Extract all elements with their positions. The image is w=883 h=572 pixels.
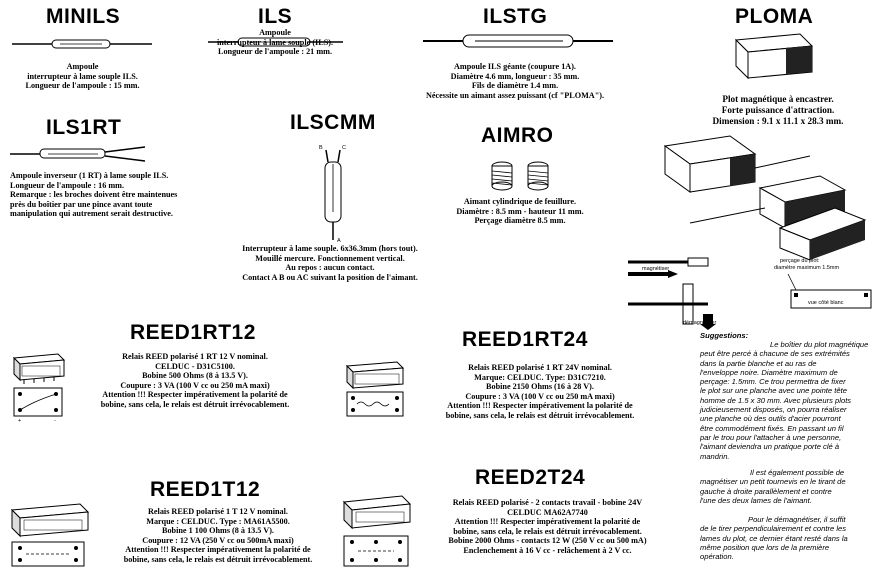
reed1rt12-plus: + — [18, 418, 22, 424]
magnetiser-diagram — [628, 252, 878, 332]
suggestions-p2: Il est également possible de magnétiser un petit tournevis en le tirant de gauche à droite parallèlement et contre l'une des deux lames de l'aimant. — [700, 468, 846, 505]
minils-title: MINILS — [46, 5, 121, 28]
suggestions-p3: Pour le démagnétiser, il suffit de le tirer perpendiculairement et contre les lames du plot, ce dernier étant resté dans la même position que lors de la première opération. — [700, 515, 848, 562]
reed1rt12-relay-drawing — [8, 348, 68, 423]
reed1rt12-minus: - — [54, 418, 56, 424]
ploma-magnet-drawing — [730, 30, 820, 80]
ilstg-reed-drawing — [423, 34, 613, 48]
ploma-assembly-drawing — [660, 128, 875, 260]
label-magnetiser: magnétiser — [642, 266, 670, 272]
label-diametre: diamètre maximum 1.5mm — [774, 265, 840, 271]
ilscmm-pin-c: C — [342, 145, 346, 151]
reed1rt12-description: Relais REED polarisé 1 RT 12 V nominal. CELDUC - D31C5100. Bobine 500 Ohms (8 à 13.5 V). Coupure : 3 VA (100 V cc ou 250 mA maxi) Attention !!! Respecter impérativement la polarité de bobine, sans cela, le relais est détruit irrévocablement. — [100, 352, 290, 409]
reed1rt24-relay-drawing — [343, 358, 408, 418]
reed1t12-relay-drawing — [8, 500, 93, 570]
label-percage: perçage du plot: — [780, 258, 820, 264]
reed1rt24-title: REED1RT24 — [462, 328, 588, 351]
ils1rt-reed-drawing — [10, 144, 145, 164]
ils-title: ILS — [258, 5, 293, 28]
minils-description: Ampoule interrupteur à lame souple ILS. Longueur de l'ampoule : 15 mm. — [25, 62, 140, 91]
ilscmm-description: Interrupteur à lame souple. 6x36.3mm (hors tout). Mouillé mercure. Fonctionnement vertical. Au repos : aucun contact. Contact A B ou AC suivant la position de l'aimant. — [242, 244, 418, 282]
ilscmm-reed-drawing — [314, 142, 354, 242]
reed1rt24-description: Relais REED polarisé 1 RT 24V nominal. Marque: CELDUC. Type: D31C7210. Bobine 2150 Ohms (16 à 28 V). Coupure : 3 VA (100 V cc ou 250 mA maxi) Attention !!! Respecter impérativement la polarité de bobine, sans cela, le relais est détruit irrévocablement. — [445, 363, 635, 420]
aimro-title: AIMRO — [481, 124, 554, 147]
label-vue-cote-blanc: vue côté blanc — [808, 300, 844, 306]
ilscmm-pin-b: B — [319, 145, 323, 151]
reed2t24-title: REED2T24 — [475, 466, 586, 489]
suggestions-heading: Suggestions: — [700, 331, 749, 340]
reed1t12-description: Relais REED polarisé 1 T 12 V nominal. Marque : CELDUC. Type : MA61A5500. Bobine 1 100 Ohms (8 à 13.5 V). Coupure : 12 VA (250 V cc ou 500mA maxi) Attention !!! Respecter impérativement la polarité de bobine, sans cela, le relais est détruit irrévocablement. — [123, 507, 313, 564]
ploma-description: Plot magnétique à encastrer. Forte puissance d'attraction. Dimension : 9.1 x 11.1 x 28.3 mm. — [712, 94, 844, 126]
ils-description: Ampoule interrupteur à lame souple (ILS). Longueur de l'ampoule : 21 mm. — [216, 28, 334, 57]
minils-reed-drawing — [12, 38, 152, 50]
aimro-magnet-drawing — [486, 158, 556, 194]
ils1rt-title: ILS1RT — [46, 116, 122, 139]
ploma-title: PLOMA — [735, 5, 814, 28]
ilscmm-title: ILSCMM — [290, 111, 376, 134]
ilstg-description: Ampoule ILS géante (coupure 1A). Diamètre 4.6 mm, longueur : 35 mm. Fils de diamètre 1.4 mm. Nécessite un aimant assez puissant (cf "PLOMA"). — [425, 62, 605, 100]
ils1rt-description: Ampoule inverseur (1 RT) à lame souple ILS. Longueur de l'ampoule : 16 mm. Remarque : les broches doivent être maintenues près du boîtier par une pince avant toute manipulation qui autrement serait destructive. — [10, 171, 178, 219]
ilscmm-pin-a: A — [337, 238, 341, 244]
ilstg-title: ILSTG — [483, 5, 548, 28]
reed2t24-description: Relais REED polarisé - 2 contacts travail - bobine 24V CELDUC MA62A7740 Attention !!! Respecter impérativement la polarité de bobine, sans cela, le relais est détruit irrévocablement. Bobine 2000 Ohms - contacts 12 W (250 V cc ou 500 mA) Enclenchement à 16 V cc - relâchement à 2 V cc. — [448, 498, 647, 555]
aimro-description: Aimant cylindrique de feuillure. Diamètre : 8.5 mm - hauteur 11 mm. Perçage diamètre 8.5 mm. — [456, 197, 584, 226]
reed1t12-title: REED1T12 — [150, 478, 261, 501]
reed2t24-relay-drawing — [340, 492, 415, 570]
suggestions-p1: Le boîtier du plot magnétique peut être percé à chacune de ses extrémités dans la partie blanche et au ras de l'enveloppe noire. Diamètre maximum de perçage: 1.5mm. Ce trou permettra de fixer le plot sur une planche avec une pointe tête homme de 1.5 x 30 mm. Avec plusieurs plots judicieusement disposés, on pourra réaliser une planche où des outils d'acier pourront être commodément fixés. En passant un fil par le trou pour l'attacher à une personne, l'aimant deviendra un pratique porte clé à mandrin. — [700, 340, 869, 461]
reed1rt12-title: REED1RT12 — [130, 321, 256, 344]
label-demagnetiser: démagnétiser — [683, 320, 717, 326]
